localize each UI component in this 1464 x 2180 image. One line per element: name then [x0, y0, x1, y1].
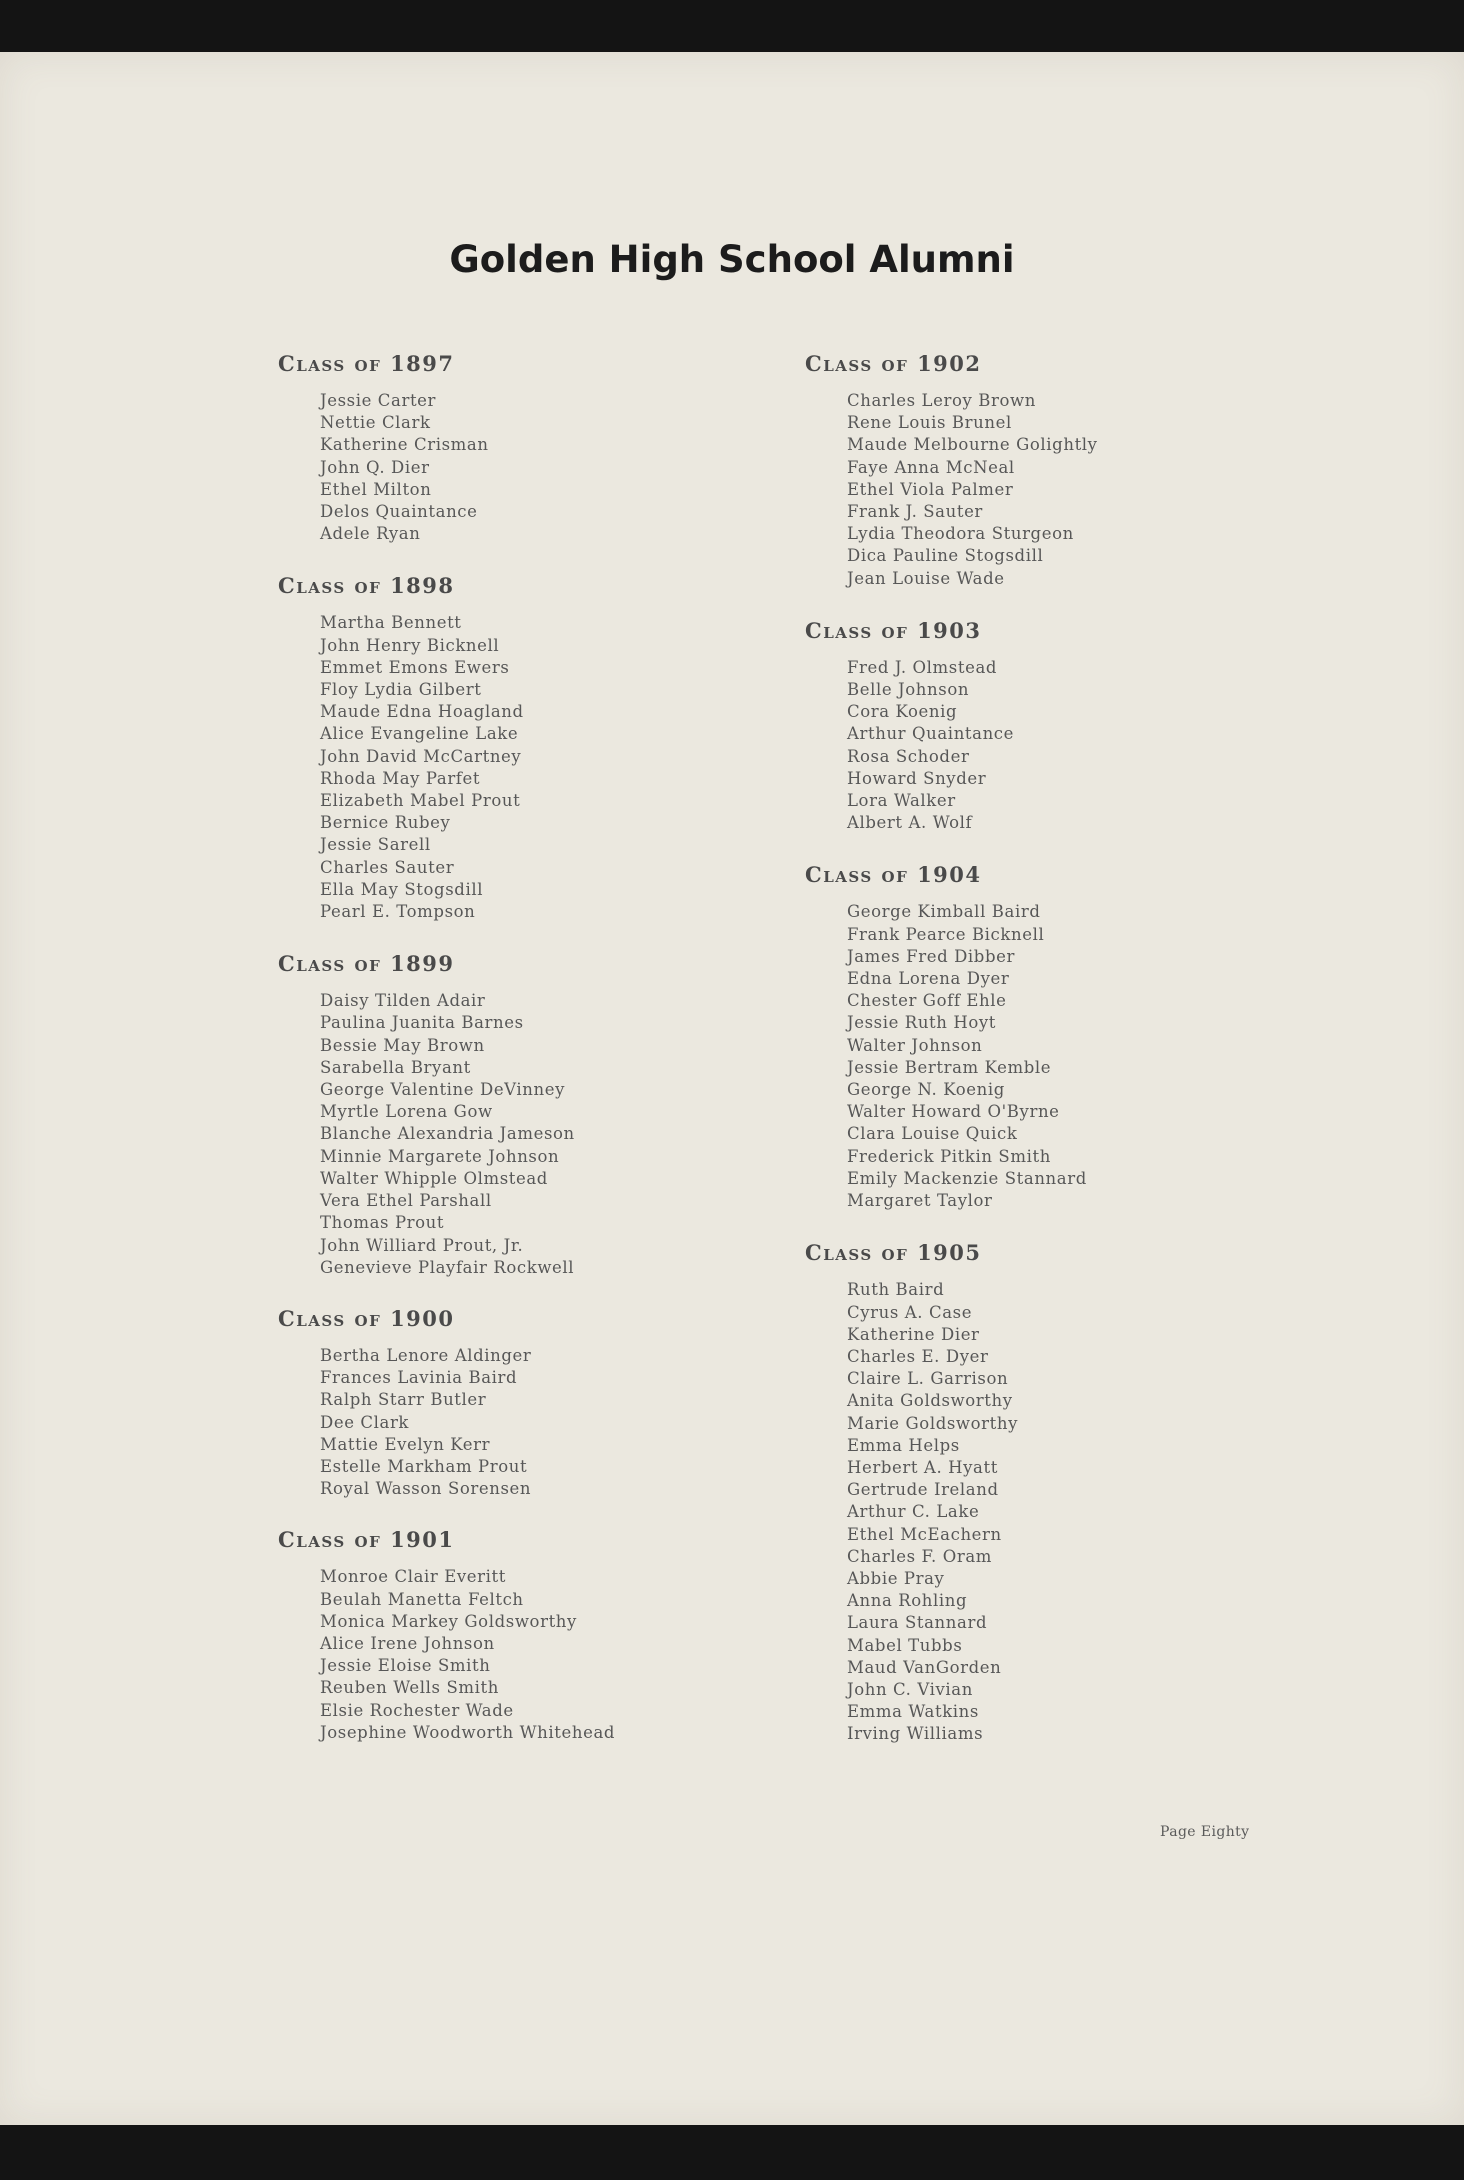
- alumni-name: Maude Edna Hoagland: [320, 702, 524, 722]
- name-list: [320, 990, 838, 1279]
- name-list: [320, 390, 838, 545]
- alumni-name: Myrtle Lorena Gow: [320, 1102, 493, 1122]
- class-section: [805, 1239, 1405, 1745]
- name-list: [847, 390, 1405, 590]
- alumni-name: Paulina Juanita Barnes: [320, 1013, 524, 1033]
- alumni-name: Ruth Baird: [847, 1280, 945, 1300]
- alumni-name: Bertha Lenore Aldinger: [320, 1345, 532, 1365]
- alumni-name: Irving Williams: [847, 1724, 984, 1744]
- class-section: [278, 1305, 838, 1500]
- class-section: [805, 350, 1405, 590]
- class-section: [805, 617, 1405, 835]
- class-heading: Class of 1898: [278, 573, 455, 599]
- alumni-name: Fred J. Olmstead: [847, 657, 998, 677]
- alumni-name: Cora Koenig: [847, 702, 958, 722]
- alumni-name: Monroe Clair Everitt: [320, 1567, 506, 1587]
- alumni-name: Ethel Milton: [320, 479, 432, 499]
- name-list: [847, 901, 1405, 1212]
- alumni-name: Daisy Tilden Adair: [320, 991, 486, 1011]
- alumni-name: Claire L. Garrison: [847, 1369, 1009, 1389]
- alumni-name: George Kimball Baird: [847, 902, 1041, 922]
- alumni-name: Abbie Pray: [847, 1568, 945, 1588]
- alumni-name: Mattie Evelyn Kerr: [320, 1434, 491, 1454]
- alumni-name: James Fred Dibber: [847, 946, 1015, 966]
- alumni-name: Emma Watkins: [847, 1702, 979, 1722]
- name-list: [320, 1566, 838, 1744]
- alumni-name: Margaret Taylor: [847, 1191, 993, 1211]
- alumni-name: Arthur C. Lake: [847, 1502, 980, 1522]
- alumni-name: Jessie Ruth Hoyt: [847, 1013, 997, 1033]
- alumni-name: Marie Goldsworthy: [847, 1413, 1019, 1433]
- alumni-name: Lydia Theodora Sturgeon: [847, 524, 1074, 544]
- alumni-name: John David McCartney: [320, 746, 522, 766]
- alumni-name: Nettie Clark: [320, 413, 431, 433]
- alumni-name: Katherine Dier: [847, 1324, 980, 1344]
- alumni-name: Emmet Emons Ewers: [320, 657, 510, 677]
- alumni-name: John Q. Dier: [320, 457, 430, 477]
- alumni-name: Dica Pauline Stogsdill: [847, 546, 1044, 566]
- name-list: [320, 1345, 838, 1500]
- alumni-name: Belle Johnson: [847, 680, 970, 700]
- alumni-name: Charles Sauter: [320, 857, 455, 877]
- alumni-name: George Valentine DeVinney: [320, 1080, 566, 1100]
- alumni-name: Blanche Alexandria Jameson: [320, 1124, 575, 1144]
- alumni-name: Frances Lavinia Baird: [320, 1368, 518, 1388]
- alumni-name: Katherine Crisman: [320, 435, 489, 455]
- alumni-name: Jessie Eloise Smith: [320, 1656, 491, 1676]
- alumni-name: Bessie May Brown: [320, 1035, 485, 1055]
- alumni-name: Mabel Tubbs: [847, 1635, 963, 1655]
- alumni-name: Thomas Prout: [320, 1213, 445, 1233]
- alumni-name: Elsie Rochester Wade: [320, 1700, 514, 1720]
- alumni-name: Arthur Quaintance: [847, 724, 1015, 744]
- alumni-name: Faye Anna McNeal: [847, 457, 1015, 477]
- class-heading: Class of 1900: [278, 1305, 455, 1331]
- alumni-name: Anita Goldsworthy: [847, 1391, 1013, 1411]
- class-section: [805, 861, 1405, 1212]
- left-column: [278, 350, 838, 1744]
- alumni-name: Reuben Wells Smith: [320, 1678, 499, 1698]
- alumni-name: Adele Ryan: [320, 524, 421, 544]
- alumni-name: Floy Lydia Gilbert: [320, 680, 482, 700]
- alumni-name: Cyrus A. Case: [847, 1302, 973, 1322]
- alumni-name: Alice Irene Johnson: [320, 1633, 495, 1653]
- alumni-name: Dee Clark: [320, 1412, 410, 1432]
- alumni-name: Walter Johnson: [847, 1035, 983, 1055]
- alumni-name: Maud VanGorden: [847, 1657, 1002, 1677]
- alumni-name: Anna Rohling: [847, 1591, 968, 1611]
- alumni-name: Ethel McEachern: [847, 1524, 1002, 1544]
- class-heading: Class of 1899: [278, 951, 455, 977]
- alumni-name: Ethel Viola Palmer: [847, 479, 1014, 499]
- class-section: [278, 350, 838, 545]
- alumni-name: John Williard Prout, Jr.: [320, 1235, 524, 1255]
- alumni-name: Frank J. Sauter: [847, 502, 983, 522]
- class-section: [278, 950, 838, 1279]
- alumni-name: Frederick Pitkin Smith: [847, 1146, 1051, 1166]
- alumni-name: Vera Ethel Parshall: [320, 1191, 492, 1211]
- alumni-name: Emily Mackenzie Stannard: [847, 1168, 1087, 1188]
- alumni-name: Delos Quaintance: [320, 502, 478, 522]
- alumni-name: Herbert A. Hyatt: [847, 1457, 998, 1477]
- alumni-name: Albert A. Wolf: [847, 813, 973, 833]
- class-section: [278, 572, 838, 923]
- alumni-name: Gertrude Ireland: [847, 1480, 999, 1500]
- name-list: [847, 1279, 1405, 1745]
- alumni-name: Charles E. Dyer: [847, 1346, 989, 1366]
- right-column: [805, 350, 1405, 1746]
- alumni-name: Walter Howard O'Byrne: [847, 1102, 1060, 1122]
- alumni-name: Chester Goff Ehle: [847, 991, 1007, 1011]
- class-heading: Class of 1905: [805, 1240, 982, 1266]
- alumni-name: Maude Melbourne Golightly: [847, 435, 1098, 455]
- name-list: [847, 657, 1405, 835]
- class-heading: Class of 1904: [805, 862, 982, 888]
- alumni-name: Monica Markey Goldsworthy: [320, 1611, 577, 1631]
- alumni-name: George N. Koenig: [847, 1080, 1005, 1100]
- alumni-name: Josephine Woodworth Whitehead: [320, 1722, 616, 1742]
- class-heading: Class of 1903: [805, 617, 982, 643]
- alumni-name: Beulah Manetta Feltch: [320, 1589, 524, 1609]
- alumni-name: Frank Pearce Bicknell: [847, 924, 1045, 944]
- alumni-name: Pearl E. Tompson: [320, 902, 476, 922]
- alumni-name: Rhoda May Parfet: [320, 768, 481, 788]
- alumni-name: Rosa Schoder: [847, 746, 970, 766]
- alumni-name: John Henry Bicknell: [320, 635, 500, 655]
- alumni-name: Estelle Markham Prout: [320, 1456, 528, 1476]
- alumni-name: Martha Bennett: [320, 613, 462, 633]
- alumni-name: Edna Lorena Dyer: [847, 969, 1010, 989]
- class-heading: Class of 1901: [278, 1527, 455, 1553]
- alumni-name: Alice Evangeline Lake: [320, 724, 519, 744]
- alumni-name: Sarabella Bryant: [320, 1057, 471, 1077]
- alumni-name: Clara Louise Quick: [847, 1124, 1018, 1144]
- alumni-name: Jessie Sarell: [320, 835, 431, 855]
- page-title: Golden High School Alumni: [449, 238, 1015, 281]
- alumni-name: Jean Louise Wade: [847, 568, 1005, 588]
- alumni-name: Minnie Margarete Johnson: [320, 1146, 560, 1166]
- alumni-name: Charles Leroy Brown: [847, 391, 1036, 410]
- alumni-name: Ella May Stogsdill: [320, 879, 484, 899]
- alumni-name: Royal Wasson Sorensen: [320, 1479, 532, 1499]
- alumni-name: Ralph Starr Butler: [320, 1390, 487, 1410]
- alumni-name: Bernice Rubey: [320, 813, 451, 833]
- alumni-name: Emma Helps: [847, 1435, 960, 1455]
- alumni-name: Jessie Bertram Kemble: [847, 1057, 1052, 1077]
- alumni-name: Jessie Carter: [320, 391, 437, 410]
- class-heading: Class of 1902: [805, 351, 982, 376]
- alumni-name: Howard Snyder: [847, 768, 987, 788]
- name-list: [320, 612, 838, 923]
- page-number: Page Eighty: [1160, 1824, 1250, 1840]
- alumni-name: Lora Walker: [847, 791, 956, 811]
- alumni-name: Elizabeth Mabel Prout: [320, 791, 521, 811]
- alumni-name: Genevieve Playfair Rockwell: [320, 1257, 575, 1277]
- alumni-name: Charles F. Oram: [847, 1546, 992, 1566]
- alumni-name: Laura Stannard: [847, 1613, 988, 1633]
- class-heading: Class of 1897: [278, 351, 455, 376]
- class-section: [278, 1526, 838, 1744]
- alumni-name: Rene Louis Brunel: [847, 413, 1012, 433]
- alumni-name: Walter Whipple Olmstead: [320, 1168, 548, 1188]
- alumni-name: John C. Vivian: [847, 1679, 973, 1699]
